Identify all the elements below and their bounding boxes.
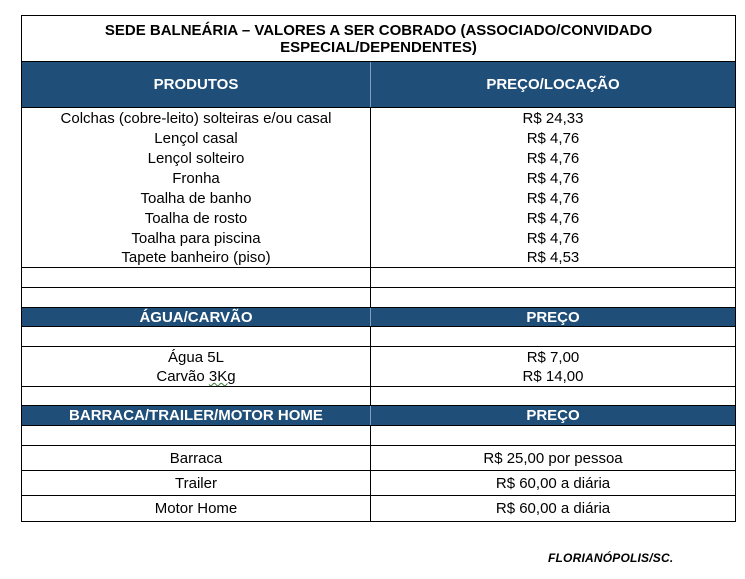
empty-row <box>22 387 735 406</box>
empty-cell <box>371 268 735 287</box>
empty-cell <box>22 426 371 445</box>
table-row <box>22 496 735 521</box>
table-title-line-1: SEDE BALNEÁRIA – VALORES A SER COBRADO (ASSOCIADO/CONVIDADO <box>104 21 653 39</box>
product-name: Lençol solteiro <box>22 148 371 168</box>
table-row <box>22 367 735 387</box>
empty-row <box>22 288 735 308</box>
table-row <box>22 188 735 208</box>
product-name: Água 5L <box>22 347 371 367</box>
product-name: Toalha para piscina <box>22 228 371 248</box>
product-name: Toalha de banho <box>22 188 371 208</box>
product-price: R$ 4,76 <box>526 169 580 187</box>
table-row <box>22 347 735 367</box>
table-row <box>22 248 735 268</box>
water-charcoal-header: ÁGUA/CARVÃO <box>22 308 371 326</box>
product-name: Fronha <box>22 168 371 188</box>
product-name-part: 3Kg <box>208 368 236 385</box>
table-row <box>22 446 735 471</box>
empty-cell <box>371 426 735 445</box>
table-row <box>22 208 735 228</box>
table-title-row <box>22 16 735 62</box>
product-price: R$ 4,76 <box>526 229 580 247</box>
empty-cell <box>371 387 735 405</box>
table-row <box>22 168 735 188</box>
product-price: R$ 4,53 <box>526 249 580 266</box>
table-row <box>22 471 735 496</box>
product-price: R$ 60,00 a diária <box>495 474 611 492</box>
table-row <box>22 108 735 128</box>
product-price: R$ 7,00 <box>526 348 580 366</box>
product-name: Toalha de rosto <box>22 208 371 228</box>
product-name: Tapete banheiro (piso) <box>22 248 371 267</box>
water-charcoal-header-row <box>22 308 735 327</box>
product-price: R$ 14,00 <box>522 368 584 385</box>
product-price: R$ 60,00 a diária <box>495 500 611 517</box>
empty-cell <box>22 327 371 346</box>
product-price: R$ 4,76 <box>526 129 580 147</box>
price-rental-header: PREÇO/LOCAÇÃO <box>486 76 620 93</box>
table-row <box>22 148 735 168</box>
footer-location: FLORIANÓPOLIS/SC. <box>548 551 674 565</box>
product-name: Trailer <box>22 471 371 495</box>
product-name: Motor Home <box>22 496 371 521</box>
table-row <box>22 128 735 148</box>
empty-row <box>22 327 735 347</box>
price-header: PREÇO <box>526 308 580 326</box>
table-row <box>22 228 735 248</box>
product-price: R$ 4,76 <box>526 209 580 227</box>
product-price: R$ 4,76 <box>526 189 580 207</box>
product-name <box>22 367 371 386</box>
empty-cell <box>22 268 371 287</box>
product-name: Colchas (cobre-leito) solteiras e/ou casal <box>22 108 371 128</box>
product-name: Lençol casal <box>22 128 371 148</box>
table-title-line-2: ESPECIAL/DEPENDENTES) <box>280 38 477 56</box>
product-name: Barraca <box>22 446 371 470</box>
camping-header: BARRACA/TRAILER/MOTOR HOME <box>22 406 371 425</box>
table-title <box>22 16 735 61</box>
empty-cell <box>371 288 735 307</box>
product-price: R$ 25,00 por pessoa <box>483 449 623 467</box>
products-header-row <box>22 62 735 108</box>
product-name-part: Carvão <box>156 368 209 385</box>
camping-header-row <box>22 406 735 426</box>
empty-cell <box>22 387 371 405</box>
price-table <box>21 15 736 522</box>
product-price: R$ 4,76 <box>526 149 580 167</box>
price-header: PREÇO <box>526 407 580 424</box>
empty-cell <box>371 327 735 346</box>
products-header: PRODUTOS <box>22 62 371 107</box>
empty-cell <box>22 288 371 307</box>
empty-row <box>22 268 735 288</box>
product-price: R$ 24,33 <box>522 109 584 127</box>
empty-row <box>22 426 735 446</box>
